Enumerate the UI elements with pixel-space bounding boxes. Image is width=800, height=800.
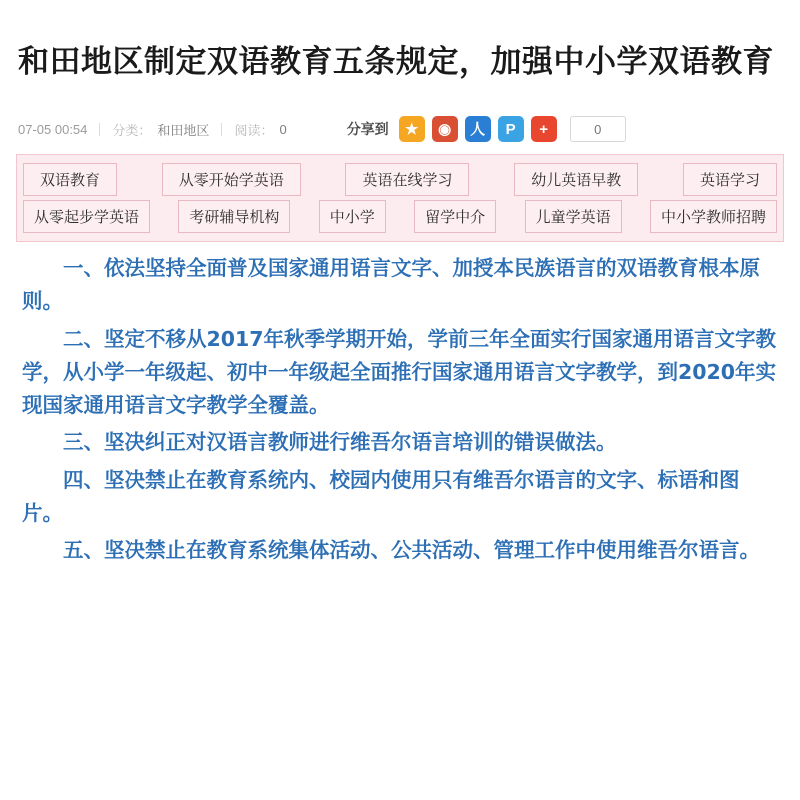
tag-row-1 [21, 161, 779, 198]
share-icon-list [399, 116, 564, 142]
views-value: 0 [279, 121, 287, 137]
share-count: 0 [570, 116, 626, 142]
renren-icon[interactable]: 人 [465, 116, 491, 142]
tag-item[interactable]: 英语学习 [683, 163, 777, 196]
tag-item[interactable]: 幼儿英语早教 [514, 163, 638, 196]
meta-divider-1 [99, 123, 100, 136]
sina-weibo-icon[interactable]: ◉ [432, 116, 458, 142]
meta-left-group [18, 120, 287, 139]
tag-item[interactable]: 中小学教师招聘 [650, 200, 777, 233]
pengyou-icon[interactable]: P [498, 116, 524, 142]
favorite-star-icon[interactable]: ★ [399, 116, 425, 142]
tag-row-2 [21, 198, 779, 235]
publish-date: 07-05 00:54 [18, 121, 88, 137]
tag-item[interactable]: 儿童学英语 [525, 200, 622, 233]
article-paragraph: 四、坚决禁止在教育系统内、校园内使用只有维吾尔语言的文字、标语和图片。 [22, 467, 740, 525]
tag-item[interactable]: 留学中介 [414, 200, 496, 233]
tag-item[interactable]: 考研辅导机构 [178, 200, 290, 233]
tag-item[interactable]: 从零开始学英语 [162, 163, 301, 196]
share-label: 分享到 [346, 121, 389, 138]
views-label: 阅读： [234, 122, 274, 138]
article-body [0, 242, 800, 567]
meta-divider-2 [221, 123, 222, 136]
category-value[interactable]: 和田地区 [157, 122, 210, 138]
tag-item[interactable]: 从零起步学英语 [23, 200, 150, 233]
tag-item[interactable]: 英语在线学习 [345, 163, 469, 196]
article-paragraph: 五、坚决禁止在教育系统集体活动、公共活动、管理工作中使用维吾尔语言。 [63, 537, 760, 562]
category-label: 分类： [112, 122, 152, 138]
article-paragraph: 二、坚定不移从2017年秋季学期开始，学前三年全面实行国家通用语言文字教学，从小学一年级起、初中一年级起全面推行国家通用语言文字教学，到2020年实现国家通用语言文字教学全覆盖。 [22, 326, 777, 418]
tag-area [16, 154, 784, 242]
article-paragraph: 三、坚决纠正对汉语言教师进行维吾尔语言培训的错误做法。 [63, 430, 617, 455]
more-share-icon[interactable]: + [531, 116, 557, 142]
tag-item[interactable]: 双语教育 [23, 163, 117, 196]
article-paragraph: 一、依法坚持全面普及国家通用语言文字、加授本民族语言的双语教育根本原则。 [22, 256, 760, 314]
top-spacer [0, 0, 800, 22]
article-meta-row [0, 102, 800, 140]
page-title: 和田地区制定双语教育五条规定，加强中小学双语教育 [18, 43, 774, 79]
tag-item[interactable]: 中小学 [319, 200, 386, 233]
share-block [347, 116, 626, 142]
